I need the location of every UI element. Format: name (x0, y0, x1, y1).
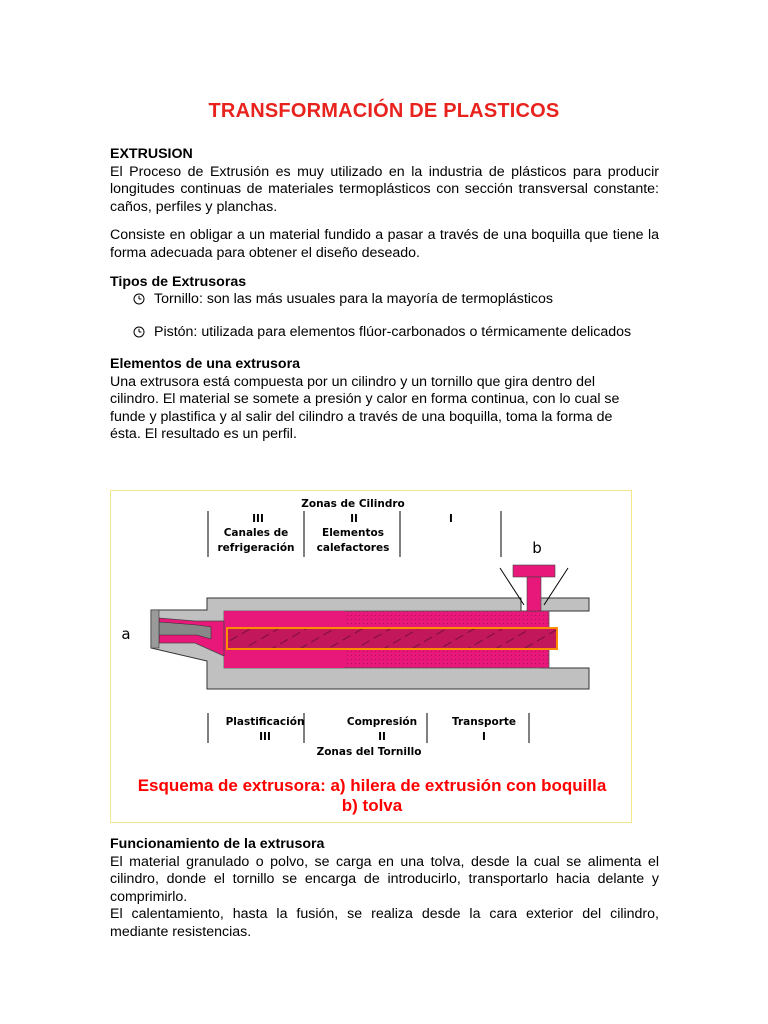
clock-icon (133, 293, 145, 305)
extrusion-paragraph-2: Consiste en obligar a un material fundido a pasar a través de una boquilla que tiene la forma adecuada para obtener el diseño deseado. (110, 227, 659, 261)
extrusion-section (110, 146, 659, 216)
funcionamiento-section (110, 836, 659, 942)
figure-caption-line-2: b) tolva (341, 796, 403, 815)
clock-icon (133, 326, 145, 338)
tipos-item-text: Pistón: utilizada para elementos flúor-carbonados o térmicamente delicados (154, 324, 632, 340)
zonas-tornillo-label: Zonas del Tornillo (316, 746, 422, 758)
zonas-cilindro-label: Zonas de Cilindro (301, 498, 405, 510)
hopper (513, 565, 555, 577)
extrusion-heading: EXTRUSION (110, 146, 193, 162)
screw-zone-name: Plastificación (225, 716, 305, 728)
extruder-diagram (110, 490, 632, 823)
extrusion-paragraph-2-block (110, 227, 659, 262)
funcionamiento-paragraph-2: El calentamiento, hasta la fusión, se realiza desde la cara exterior del cilindro, mediante resistencias. (110, 906, 659, 940)
screw-zone-name: Compresión (346, 716, 418, 728)
figure-caption-line-1: Esquema de extrusora: a) hilera de extrusión con boquilla (137, 776, 607, 795)
funcionamiento-paragraph-1: El material granulado o polvo, se carga en una tolva, desde la cual se alimenta el cilindro, donde el tornillo se encarga de introducirlo, transportarlo hacia delante y comprimirlo. (110, 853, 659, 905)
tipos-section (110, 274, 659, 292)
elementos-section (110, 356, 635, 444)
screw-zone-roman: II (378, 731, 386, 743)
label-b: b (532, 539, 542, 557)
cyl-zone-line2: calefactores (316, 542, 390, 554)
page-title: TRANSFORMACIÓN DE PLASTICOS (208, 100, 560, 122)
cyl-zone-roman: II (350, 513, 358, 525)
cyl-zone-line1: Elementos (322, 527, 384, 539)
cyl-zone-roman: III (252, 513, 264, 525)
screw-zone-roman: I (482, 731, 486, 743)
label-a: a (121, 625, 131, 643)
screw-zone-name: Transporte (451, 716, 517, 728)
cyl-zone-roman: I (449, 513, 453, 525)
cyl-zone-line1: Canales de (223, 527, 289, 539)
funcionamiento-heading: Funcionamiento de la extrusora (110, 836, 325, 852)
screw-zone-roman: III (259, 731, 271, 743)
screw (227, 628, 557, 649)
extrusion-paragraph-1: El Proceso de Extrusión es muy utilizado en la industria de plásticos para producir longitudes continuas de materiales termoplásticos con sección transversal constante: caños, perfiles y planchas. (110, 163, 659, 215)
elementos-paragraph: Una extrusora está compuesta por un cilindro y un tornillo que gira dentro del cilindro. El material se somete a presión y calor en forma continua, con lo cual se funde y plastifica y al salir del cilindro a través de una boquilla, toma la forma de ésta. El resultado es un perfil. (110, 373, 620, 443)
elementos-heading: Elementos de una extrusora (110, 356, 301, 372)
cyl-zone-line2: refrigeración (217, 542, 295, 554)
tipos-item-text: Tornillo: son las más usuales para la mayoría de termoplásticos (154, 291, 554, 307)
figure-caption (119, 776, 625, 816)
tipos-heading: Tipos de Extrusoras (110, 274, 247, 290)
